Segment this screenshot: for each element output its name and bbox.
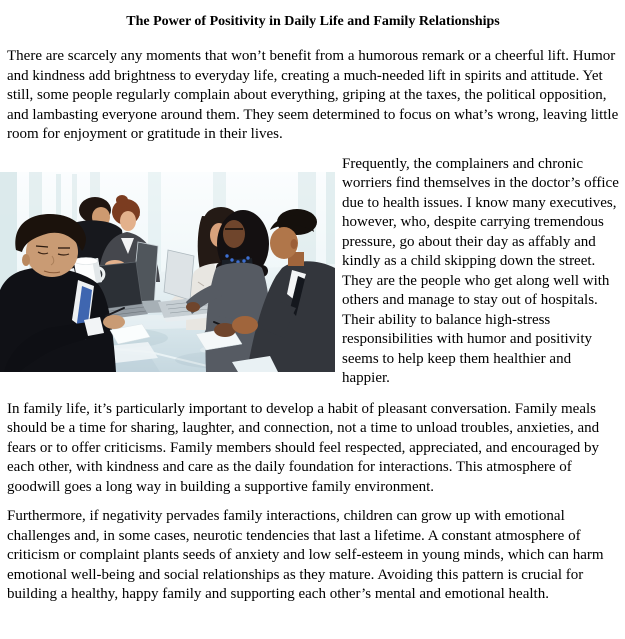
paragraph-executives: Frequently, the complainers and chronic worriers find themselves in the doctor’s office due to health issues. I know many executives, however, who, despite carrying tremendous pressure, go about their day as affably and kindly as a child skipping down the street. They are the people who get along well with others and manage to stay out of hospitals. Their ability to balance high-stress responsibilities with humor and positivity seems to help keep them healthier and happier. [342, 155, 619, 386]
paragraph-family-conversation: In family life, it’s particularly important to develop a habit of pleasant conversation. Family meals should be a time for sharing, laughter, and connection, not a time to unload troubles, anxieties, and fears or to offer criticisms. Family members should feel respected, appreciated, and encouraged by each other, with kindness and care as the daily foundation for interactions. This atmosphere of goodwill goes a long way in building a supportive family environment. [7, 400, 600, 495]
paragraph-intro: There are scarcely any moments that won’t benefit from a humorous remark or a cheerful lift. Humor and kindness add brightness to everyday life, creating a much-needed lift in spirits and attitude. Yet still, some people regularly complain about everything, griping at the taxes, the political opposition, and lambasting everyone around them. They seem determined to focus on what’s wrong, leaving little room for enjoyment or gratitude in their lives. [7, 48, 619, 142]
paragraph-negativity-children: Furthermore, if negativity pervades family interactions, children can grow up with emotional challenges and, in some cases, neurotic tendencies that last a lifetime. A constant atmosphere of criticism or complaint plants seeds of anxiety and low self-esteem in young minds, which can harm emotional well-being and social relationships as they mature. Avoiding this pattern is crucial for building a healthy, happy family and supporting each other’s mental and emotional health. [7, 508, 604, 602]
document-title: The Power of Positivity in Daily Life and Family Relationships [126, 14, 500, 29]
meeting-photo-wrap [0, 155, 335, 400]
meeting-photo [0, 172, 335, 372]
